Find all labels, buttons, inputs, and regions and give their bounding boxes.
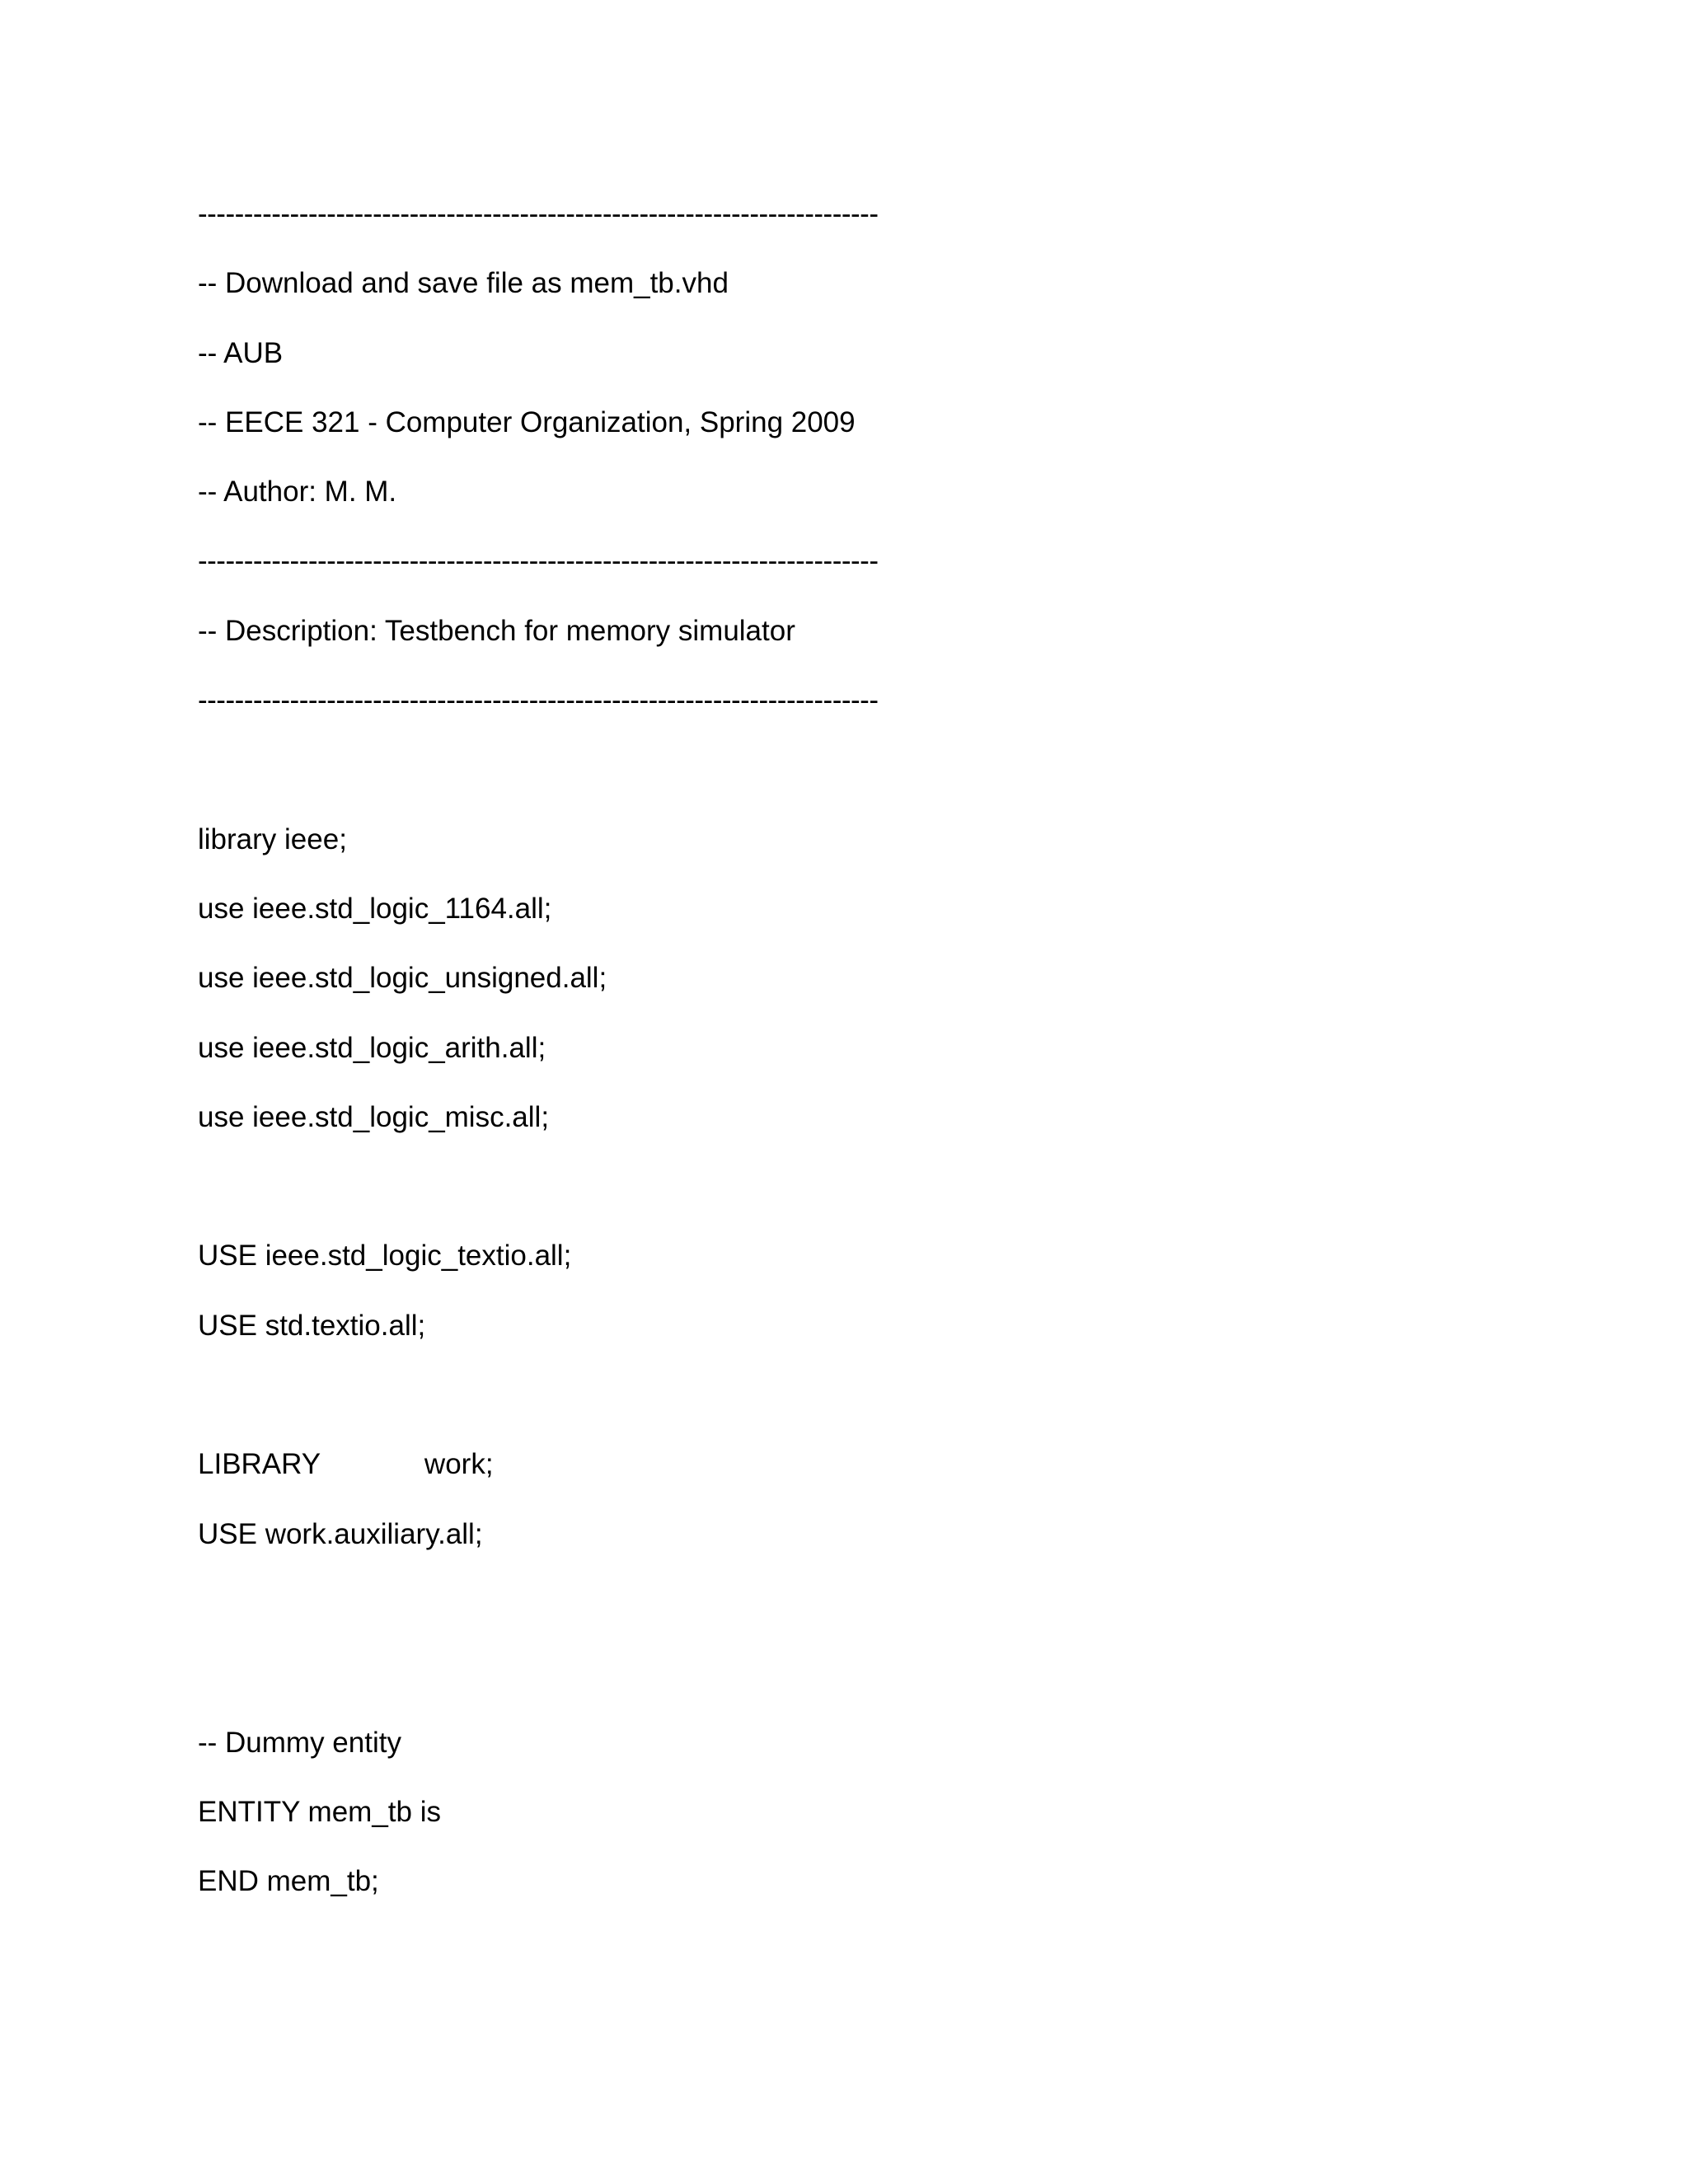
- code-line: USE work.auxiliary.all;: [198, 1517, 483, 1550]
- code-line: LIBRARY work;: [198, 1448, 494, 1481]
- comment-line: -- Dummy entity: [198, 1726, 401, 1759]
- comment-line: -- Author: M. M.: [198, 476, 397, 509]
- code-line: use ieee.std_logic_misc.all;: [198, 1100, 550, 1133]
- code-line: use ieee.std_logic_unsigned.all;: [198, 962, 607, 995]
- comment-line: -- EECE 321 - Computer Organization, Spring 2009: [198, 405, 856, 438]
- blank-line: [198, 1647, 1599, 1716]
- comment-line: -- Description: Testbench for memory simulator: [198, 614, 795, 647]
- code-line: use ieee.std_logic_arith.all;: [198, 1031, 546, 1064]
- separator-line: --------------------------------------------------------------------------: [198, 545, 879, 578]
- code-listing: [198, 188, 1599, 1924]
- blank-line: [198, 1369, 1599, 1438]
- code-line: END mem_tb;: [198, 1865, 379, 1898]
- blank-line: [198, 1160, 1599, 1230]
- separator-line: --------------------------------------------------------------------------: [198, 684, 879, 717]
- comment-line: -- AUB: [198, 336, 284, 369]
- code-line: USE ieee.std_logic_textio.all;: [198, 1240, 572, 1272]
- blank-line: [198, 1577, 1599, 1647]
- blank-line: [198, 743, 1599, 813]
- comment-line: -- Download and save file as mem_tb.vhd: [198, 267, 729, 300]
- code-line: use ieee.std_logic_1164.all;: [198, 892, 552, 925]
- code-line: ENTITY mem_tb is: [198, 1795, 441, 1828]
- code-line: library ieee;: [198, 823, 347, 855]
- code-line: USE std.textio.all;: [198, 1309, 426, 1342]
- separator-line: --------------------------------------------------------------------------: [198, 198, 879, 230]
